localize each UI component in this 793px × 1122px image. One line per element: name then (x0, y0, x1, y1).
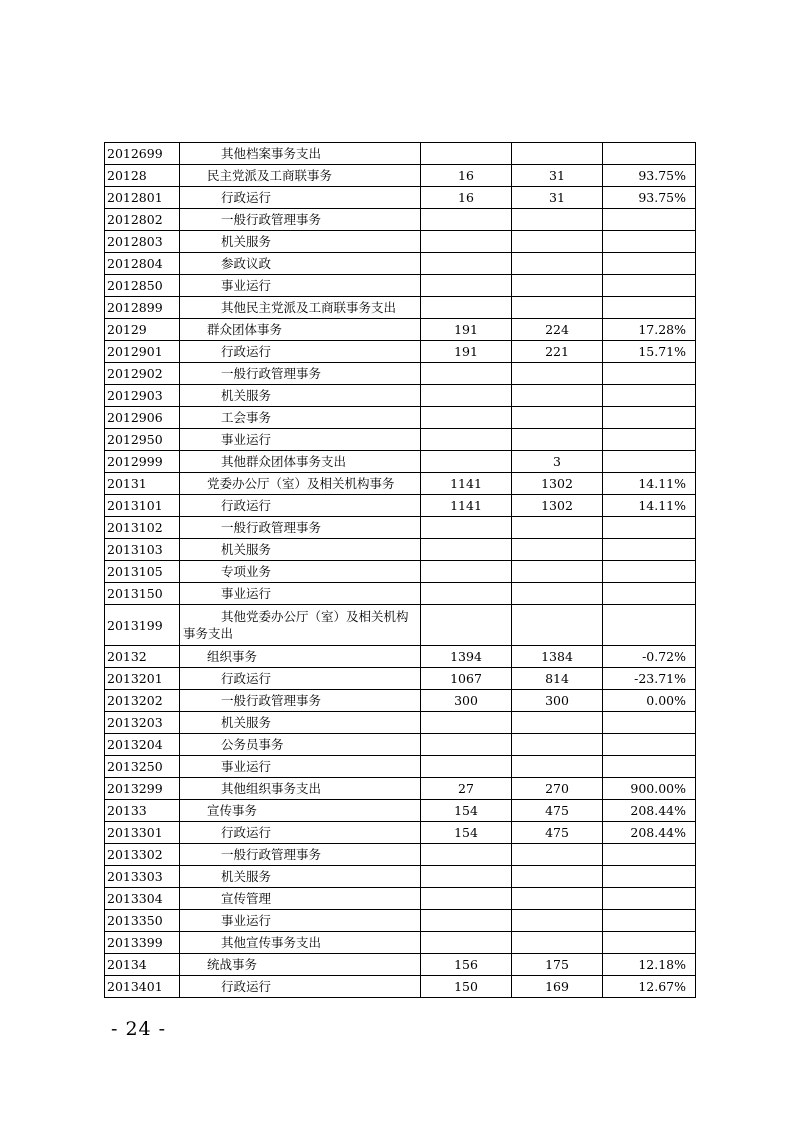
table-row (105, 165, 696, 187)
row-name-text: 行政运行 (221, 498, 272, 513)
row-percent (603, 778, 696, 800)
row-percent (603, 976, 696, 998)
table-row (105, 451, 696, 473)
row-code: 2013299 (105, 778, 180, 800)
row-name-text: 党委办公厅（室）及相关机构事务 (207, 476, 395, 491)
row-name-text: 宣传事务 (207, 803, 258, 818)
row-value-b (512, 756, 603, 778)
table-row (105, 473, 696, 495)
row-code: 2012906 (105, 407, 180, 429)
row-name (180, 253, 421, 275)
row-code: 2013105 (105, 561, 180, 583)
row-value-b (512, 712, 603, 734)
row-name-text: 一般行政管理事务 (221, 520, 322, 535)
row-value-a (421, 143, 512, 165)
row-percent (603, 165, 696, 187)
row-code: 2013303 (105, 866, 180, 888)
row-name-text: 其他民主党派及工商联事务支出 (221, 300, 397, 315)
row-code: 2012950 (105, 429, 180, 451)
row-percent (603, 253, 696, 275)
row-value-b: 1384 (512, 646, 603, 668)
row-name (180, 187, 421, 209)
row-name-text: 宣传管理 (221, 891, 272, 906)
row-percent-text: -0.72% (642, 649, 686, 664)
row-name-text: 民主党派及工商联事务 (207, 168, 333, 183)
row-name-text: 其他组织事务支出 (221, 781, 322, 796)
row-code: 2012803 (105, 231, 180, 253)
row-name (180, 319, 421, 341)
row-name-text: 行政运行 (221, 671, 272, 686)
row-percent (603, 605, 696, 646)
row-name (180, 668, 421, 690)
table-row (105, 646, 696, 668)
row-name (180, 888, 421, 910)
row-code: 2012802 (105, 209, 180, 231)
row-value-a (421, 275, 512, 297)
row-value-a: 16 (421, 165, 512, 187)
row-percent-text: 12.18% (638, 957, 686, 972)
row-name (180, 165, 421, 187)
row-code: 20131 (105, 473, 180, 495)
row-value-b: 1302 (512, 495, 603, 517)
row-value-b: 224 (512, 319, 603, 341)
row-value-b (512, 363, 603, 385)
row-value-b: 270 (512, 778, 603, 800)
row-value-a: 1141 (421, 473, 512, 495)
table-row (105, 668, 696, 690)
row-value-a (421, 253, 512, 275)
row-value-a: 1067 (421, 668, 512, 690)
row-code: 2012902 (105, 363, 180, 385)
row-percent (603, 451, 696, 473)
row-name (180, 561, 421, 583)
row-value-b (512, 605, 603, 646)
row-percent (603, 800, 696, 822)
row-value-a: 154 (421, 800, 512, 822)
row-value-b (512, 275, 603, 297)
row-value-a: 1394 (421, 646, 512, 668)
row-percent (603, 363, 696, 385)
page-number: - 24 - (111, 1018, 167, 1040)
row-name (180, 385, 421, 407)
row-percent (603, 583, 696, 605)
row-name (180, 690, 421, 712)
row-value-a (421, 561, 512, 583)
row-value-a (421, 605, 512, 646)
row-name (180, 844, 421, 866)
row-value-a: 1141 (421, 495, 512, 517)
row-percent (603, 143, 696, 165)
row-code: 2013401 (105, 976, 180, 998)
row-code: 2013103 (105, 539, 180, 561)
row-code: 20134 (105, 954, 180, 976)
row-code: 2013250 (105, 756, 180, 778)
row-percent (603, 517, 696, 539)
row-value-b: 3 (512, 451, 603, 473)
row-name (180, 756, 421, 778)
row-name-text: 机关服务 (221, 388, 272, 403)
row-name-text: 一般行政管理事务 (221, 366, 322, 381)
row-value-b (512, 561, 603, 583)
table-row (105, 429, 696, 451)
row-percent (603, 954, 696, 976)
table-row (105, 341, 696, 363)
row-name-text: 事业运行 (221, 586, 272, 601)
row-percent (603, 495, 696, 517)
row-code: 2012903 (105, 385, 180, 407)
row-value-a (421, 756, 512, 778)
table-row (105, 561, 696, 583)
row-name (180, 451, 421, 473)
row-code: 2013302 (105, 844, 180, 866)
row-value-a (421, 932, 512, 954)
table-row (105, 778, 696, 800)
row-name (180, 275, 421, 297)
row-code: 2013304 (105, 888, 180, 910)
row-code: 20128 (105, 165, 180, 187)
row-code: 2013150 (105, 583, 180, 605)
row-value-b: 300 (512, 690, 603, 712)
row-name-text: 事业运行 (221, 278, 272, 293)
row-value-b (512, 910, 603, 932)
row-name (180, 605, 421, 646)
row-value-a (421, 429, 512, 451)
row-name (180, 910, 421, 932)
table-row (105, 275, 696, 297)
table-row (105, 866, 696, 888)
row-value-b: 814 (512, 668, 603, 690)
table-row (105, 539, 696, 561)
row-value-a (421, 517, 512, 539)
table-row (105, 583, 696, 605)
row-name-text: 一般行政管理事务 (221, 693, 322, 708)
row-percent-text: 208.44% (630, 803, 686, 818)
row-name-text: 一般行政管理事务 (221, 212, 322, 227)
row-code: 2013101 (105, 495, 180, 517)
row-value-b: 31 (512, 165, 603, 187)
row-value-b (512, 844, 603, 866)
row-percent-text: 12.67% (638, 979, 686, 994)
row-value-b (512, 297, 603, 319)
row-percent (603, 561, 696, 583)
row-value-a (421, 734, 512, 756)
row-name-text: 机关服务 (221, 234, 272, 249)
row-name-text: 一般行政管理事务 (221, 847, 322, 862)
row-name (180, 734, 421, 756)
row-code: 20132 (105, 646, 180, 668)
table-row (105, 605, 696, 646)
row-name (180, 800, 421, 822)
table-row (105, 363, 696, 385)
row-value-a (421, 231, 512, 253)
row-code: 2013199 (105, 605, 180, 646)
table-row (105, 517, 696, 539)
table-row (105, 954, 696, 976)
row-percent-text: 15.71% (638, 344, 686, 359)
row-name (180, 473, 421, 495)
row-value-b (512, 253, 603, 275)
row-value-b (512, 932, 603, 954)
row-name (180, 932, 421, 954)
table-row (105, 407, 696, 429)
row-percent-text: -23.71% (634, 671, 686, 686)
table-row (105, 143, 696, 165)
row-code: 2013204 (105, 734, 180, 756)
row-value-b (512, 231, 603, 253)
row-name-text: 行政运行 (221, 344, 272, 359)
row-percent (603, 539, 696, 561)
table-row (105, 253, 696, 275)
row-percent-text: 208.44% (630, 825, 686, 840)
row-value-b: 169 (512, 976, 603, 998)
row-value-b (512, 734, 603, 756)
row-name-text: 参政议政 (221, 256, 272, 271)
row-code: 2013102 (105, 517, 180, 539)
row-code: 2012699 (105, 143, 180, 165)
row-name (180, 778, 421, 800)
row-percent (603, 231, 696, 253)
row-percent (603, 341, 696, 363)
row-name-text: 事业运行 (221, 759, 272, 774)
row-percent-text: 93.75% (638, 168, 686, 183)
row-code: 2012899 (105, 297, 180, 319)
row-percent-text: 900.00% (630, 781, 686, 796)
row-value-b (512, 539, 603, 561)
row-percent (603, 712, 696, 734)
row-value-a (421, 297, 512, 319)
row-value-b (512, 407, 603, 429)
row-code: 2013301 (105, 822, 180, 844)
row-value-b (512, 517, 603, 539)
table-row (105, 756, 696, 778)
row-value-a (421, 583, 512, 605)
row-percent (603, 429, 696, 451)
row-percent-text: 14.11% (638, 476, 686, 491)
row-code: 2013203 (105, 712, 180, 734)
row-name-text: 行政运行 (221, 825, 272, 840)
row-value-a: 154 (421, 822, 512, 844)
row-name (180, 646, 421, 668)
budget-table (104, 142, 696, 998)
row-percent-text: 0.00% (646, 693, 686, 708)
row-name-text: 工会事务 (221, 410, 272, 425)
row-name-text: 统战事务 (207, 957, 258, 972)
row-value-a: 27 (421, 778, 512, 800)
table-row (105, 932, 696, 954)
row-percent (603, 910, 696, 932)
budget-table-body (105, 143, 696, 998)
table-row (105, 800, 696, 822)
row-percent (603, 297, 696, 319)
row-code: 20133 (105, 800, 180, 822)
row-value-b (512, 209, 603, 231)
row-value-b (512, 429, 603, 451)
table-row (105, 712, 696, 734)
table-row (105, 231, 696, 253)
row-code: 20129 (105, 319, 180, 341)
row-name (180, 231, 421, 253)
row-value-a (421, 844, 512, 866)
row-code: 2012801 (105, 187, 180, 209)
row-name (180, 429, 421, 451)
row-value-b: 475 (512, 800, 603, 822)
row-value-a (421, 385, 512, 407)
row-value-a (421, 910, 512, 932)
row-name (180, 976, 421, 998)
row-name-line1: 其他党委办公厅（室）及相关机构 (221, 609, 409, 624)
row-value-b: 1302 (512, 473, 603, 495)
row-name-text: 其他宣传事务支出 (221, 935, 322, 950)
row-name (180, 866, 421, 888)
row-value-a: 150 (421, 976, 512, 998)
row-percent (603, 275, 696, 297)
row-value-b (512, 143, 603, 165)
row-value-a: 156 (421, 954, 512, 976)
row-name-line2: 事务支出 (183, 626, 234, 641)
row-name (180, 954, 421, 976)
table-row (105, 319, 696, 341)
row-name-text: 事业运行 (221, 913, 272, 928)
row-percent (603, 734, 696, 756)
table-row (105, 734, 696, 756)
row-name-text: 行政运行 (221, 190, 272, 205)
row-code: 2012999 (105, 451, 180, 473)
row-name-text: 事业运行 (221, 432, 272, 447)
row-value-a: 191 (421, 319, 512, 341)
row-percent (603, 888, 696, 910)
row-percent (603, 209, 696, 231)
row-percent (603, 668, 696, 690)
row-code: 2013350 (105, 910, 180, 932)
row-name (180, 341, 421, 363)
table-row (105, 187, 696, 209)
row-value-b (512, 583, 603, 605)
row-value-a (421, 407, 512, 429)
row-percent (603, 822, 696, 844)
row-name (180, 539, 421, 561)
row-name (180, 209, 421, 231)
row-name-text: 机关服务 (221, 715, 272, 730)
row-value-a (421, 363, 512, 385)
row-percent (603, 473, 696, 495)
row-code: 2013202 (105, 690, 180, 712)
row-value-a: 300 (421, 690, 512, 712)
row-percent (603, 844, 696, 866)
row-name (180, 143, 421, 165)
row-name-text: 公务员事务 (221, 737, 284, 752)
row-percent (603, 319, 696, 341)
row-percent (603, 932, 696, 954)
row-value-a: 16 (421, 187, 512, 209)
row-percent (603, 690, 696, 712)
row-value-b (512, 866, 603, 888)
table-row (105, 888, 696, 910)
row-value-a (421, 866, 512, 888)
row-code: 2013399 (105, 932, 180, 954)
row-percent (603, 187, 696, 209)
row-value-a (421, 539, 512, 561)
row-percent (603, 385, 696, 407)
row-name-text: 组织事务 (207, 649, 258, 664)
row-name (180, 495, 421, 517)
row-percent (603, 407, 696, 429)
row-name (180, 363, 421, 385)
table-row (105, 495, 696, 517)
row-percent (603, 646, 696, 668)
row-percent (603, 756, 696, 778)
table-row (105, 976, 696, 998)
table-row (105, 690, 696, 712)
row-value-b (512, 888, 603, 910)
row-code: 2012901 (105, 341, 180, 363)
row-name-text: 群众团体事务 (207, 322, 283, 337)
row-percent-text: 93.75% (638, 190, 686, 205)
row-name-text: 专项业务 (221, 564, 272, 579)
row-value-b: 221 (512, 341, 603, 363)
row-percent (603, 866, 696, 888)
row-name-text: 行政运行 (221, 979, 272, 994)
row-name-text: 机关服务 (221, 542, 272, 557)
row-name-text: 其他群众团体事务支出 (221, 454, 347, 469)
row-name-text: 机关服务 (221, 869, 272, 884)
row-value-a (421, 209, 512, 231)
table-row (105, 297, 696, 319)
table-row (105, 385, 696, 407)
row-code: 2013201 (105, 668, 180, 690)
row-name (180, 583, 421, 605)
row-value-a: 191 (421, 341, 512, 363)
row-name (180, 712, 421, 734)
row-name (180, 407, 421, 429)
row-value-b: 31 (512, 187, 603, 209)
table-row (105, 844, 696, 866)
row-name (180, 822, 421, 844)
row-percent-text: 14.11% (638, 498, 686, 513)
row-percent-text: 17.28% (638, 322, 686, 337)
row-value-b (512, 385, 603, 407)
row-value-b: 475 (512, 822, 603, 844)
row-value-b: 175 (512, 954, 603, 976)
row-value-a (421, 888, 512, 910)
row-name (180, 297, 421, 319)
table-row (105, 209, 696, 231)
row-code: 2012850 (105, 275, 180, 297)
table-row (105, 910, 696, 932)
row-code: 2012804 (105, 253, 180, 275)
row-name-text: 其他档案事务支出 (221, 146, 322, 161)
row-name (180, 517, 421, 539)
row-value-a (421, 451, 512, 473)
table-row (105, 822, 696, 844)
row-value-a (421, 712, 512, 734)
